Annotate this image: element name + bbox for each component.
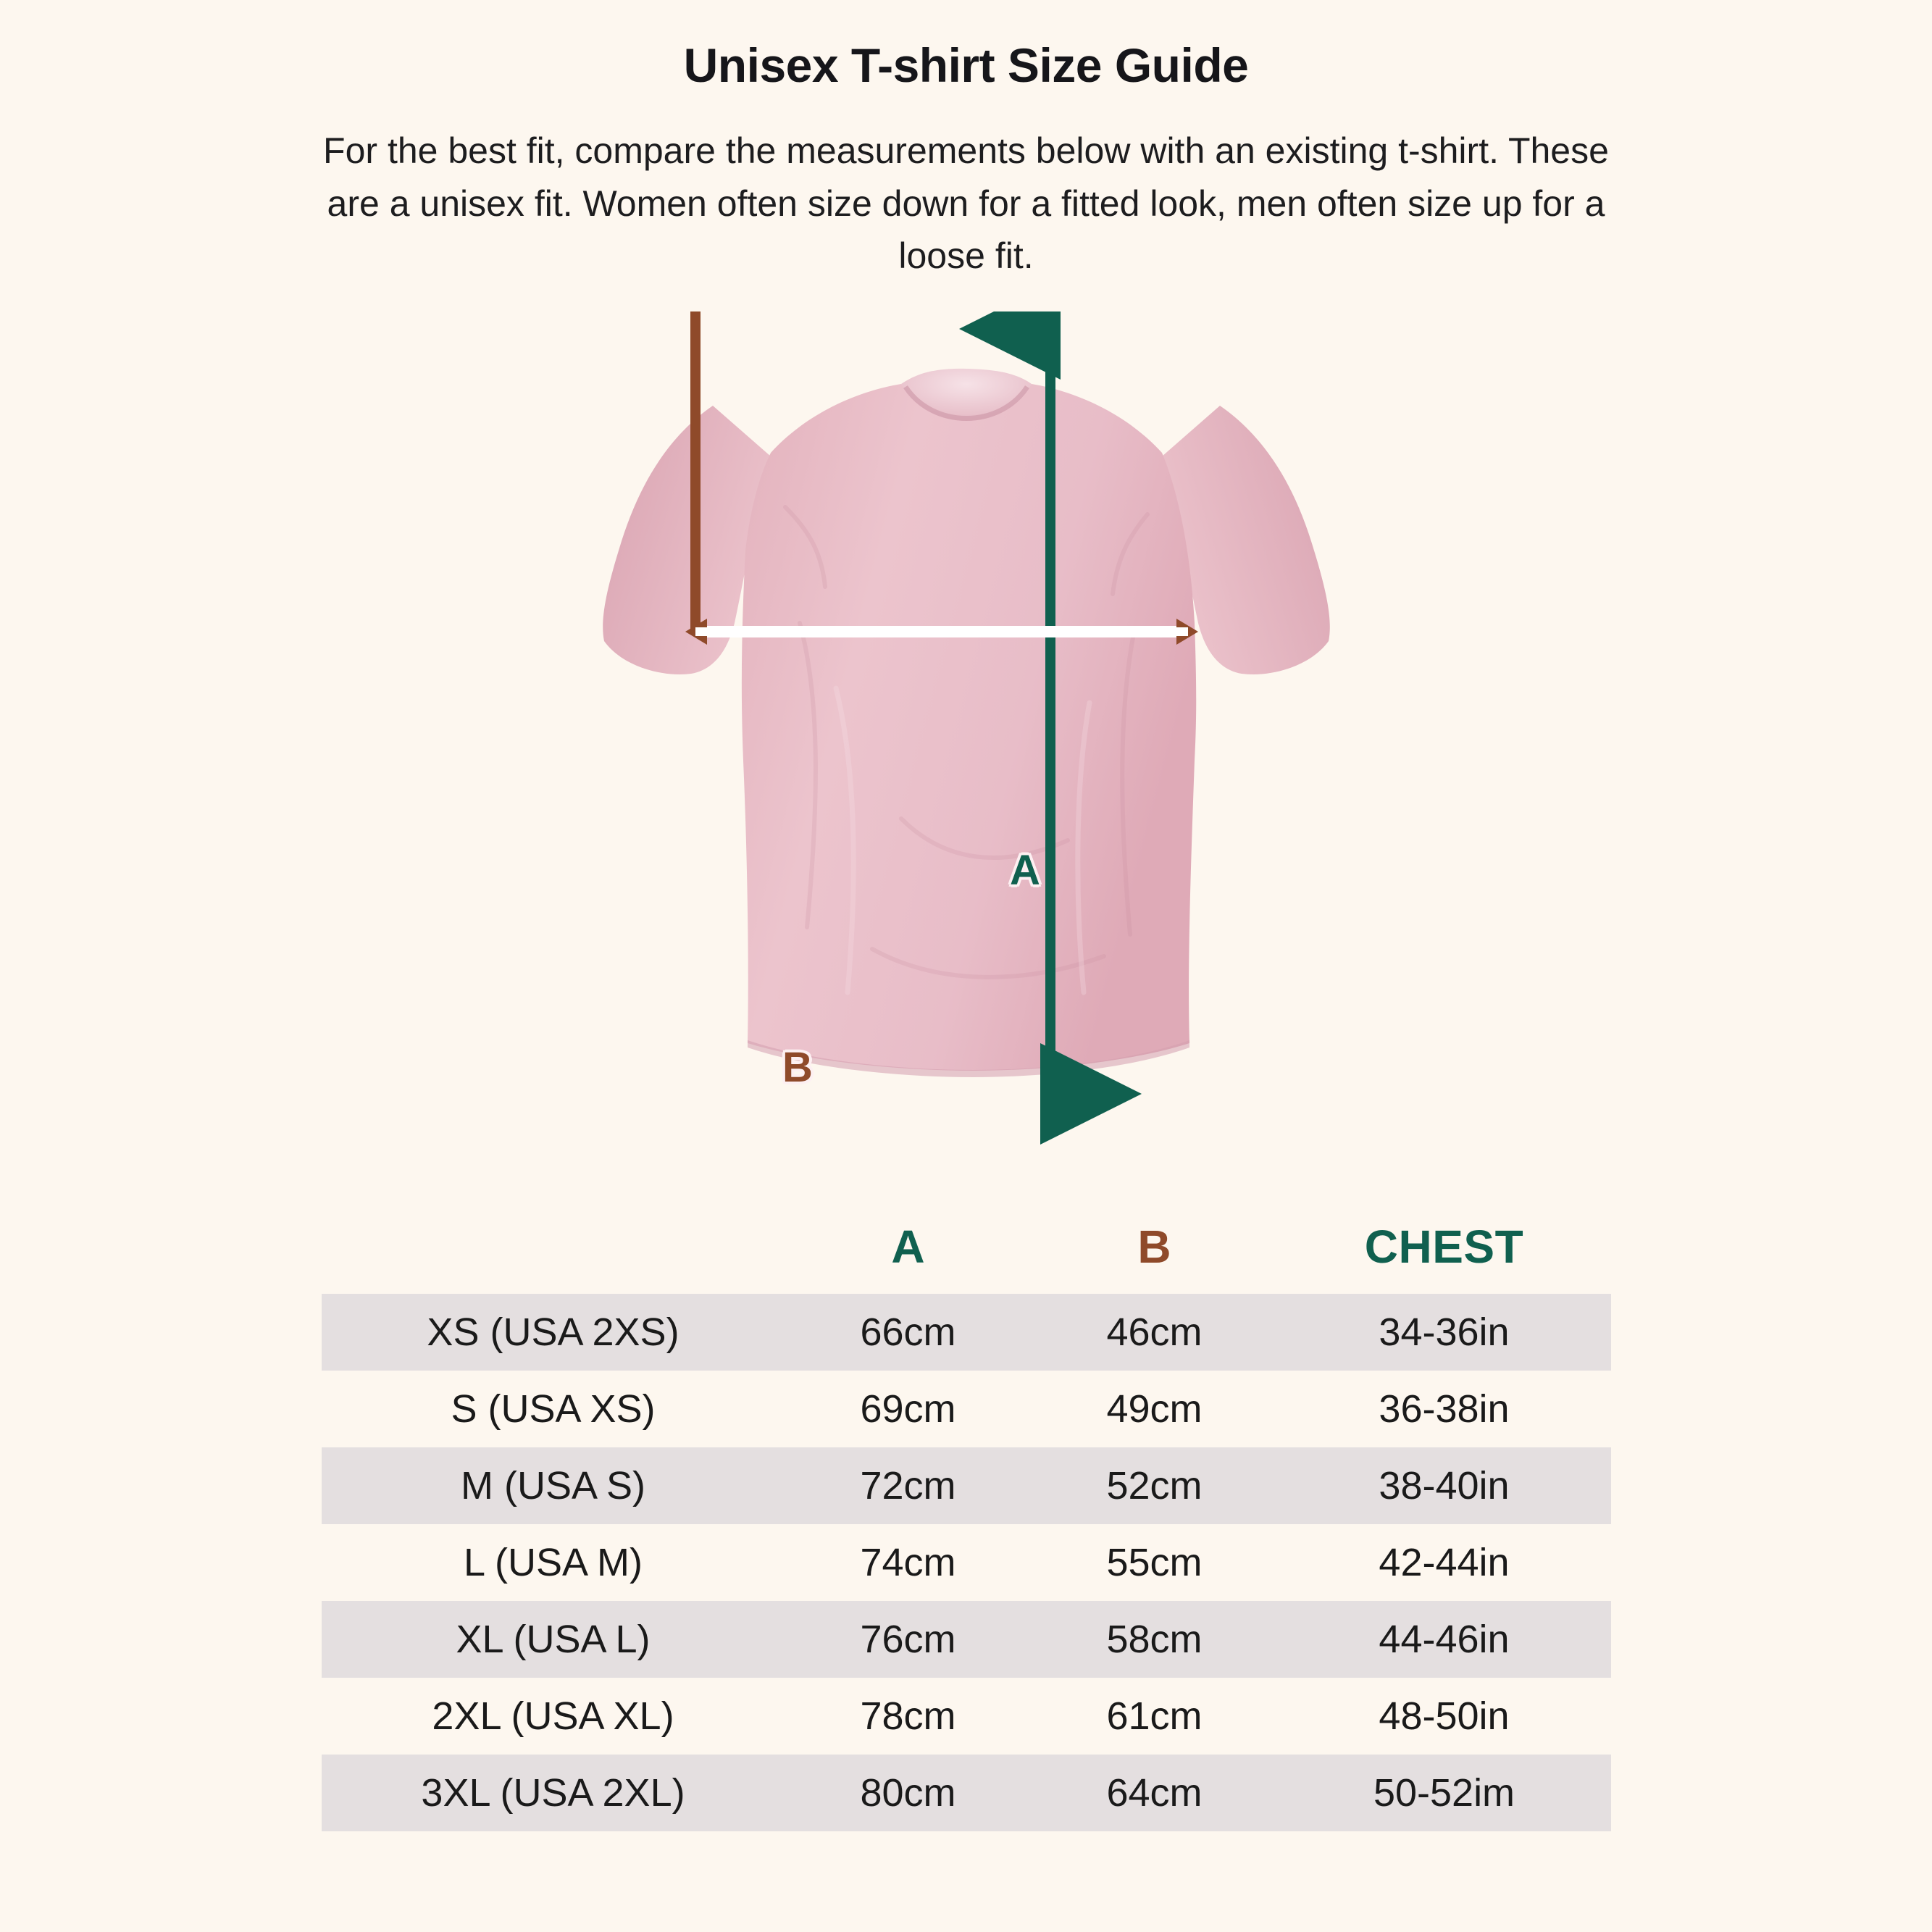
cell-a: 69cm <box>860 1387 956 1431</box>
cell-chest: 42-44in <box>1379 1540 1510 1584</box>
cell-chest: 44-46in <box>1278 1601 1611 1678</box>
cell-a: 72cm <box>785 1447 1032 1524</box>
cell-b: 46cm <box>1032 1294 1278 1371</box>
cell-b: 52cm <box>1032 1447 1278 1524</box>
cell-size: XS (USA 2XS) <box>322 1294 785 1371</box>
cell-chest: 48-50in <box>1379 1694 1510 1738</box>
table-body <box>322 1294 1611 1831</box>
shirt-illustration <box>0 311 1932 1210</box>
cell-b: 64cm <box>1032 1755 1278 1831</box>
cell-size: 2XL (USA XL) <box>432 1694 674 1738</box>
cell-size: 3XL (USA 2XL) <box>322 1755 785 1831</box>
table-row <box>322 1294 1611 1371</box>
tshirt-image <box>495 311 1437 1210</box>
header-chest: CHEST <box>1364 1220 1524 1273</box>
header <box>0 0 1932 283</box>
table-row <box>322 1524 1611 1601</box>
label-b: B <box>782 1043 814 1091</box>
cell-chest: 36-38in <box>1379 1387 1510 1431</box>
size-table <box>322 1220 1611 1831</box>
page-title: Unisex T-shirt Size Guide <box>683 38 1249 92</box>
cell-b: 61cm <box>1106 1694 1203 1738</box>
table-row <box>322 1755 1611 1831</box>
header-a: A <box>891 1220 925 1273</box>
table-row <box>322 1601 1611 1678</box>
cell-chest: 38-40in <box>1278 1447 1611 1524</box>
table-row <box>322 1371 1611 1447</box>
intro-paragraph: For the best fit, compare the measurements below with an existing t-shirt. These are a unisex fit. Women often size down for a fitted look, men often size up for a loose fit. <box>323 130 1609 276</box>
header-b: B <box>1137 1220 1171 1273</box>
cell-size: S (USA XS) <box>451 1387 656 1431</box>
cell-size: M (USA S) <box>322 1447 785 1524</box>
cell-b: 58cm <box>1032 1601 1278 1678</box>
table-row <box>322 1678 1611 1755</box>
cell-chest: 50-52im <box>1278 1755 1611 1831</box>
table-head <box>322 1220 1611 1294</box>
cell-a: 66cm <box>785 1294 1032 1371</box>
cell-size: L (USA M) <box>463 1540 643 1584</box>
header-size <box>322 1220 785 1294</box>
cell-b: 49cm <box>1106 1387 1203 1431</box>
tshirt-graphic <box>495 311 1437 1210</box>
size-table-area <box>0 1220 1932 1831</box>
table-header-row <box>322 1220 1611 1294</box>
cell-size: XL (USA L) <box>322 1601 785 1678</box>
cell-a: 74cm <box>860 1540 956 1584</box>
cell-a: 78cm <box>860 1694 956 1738</box>
cell-a: 80cm <box>785 1755 1032 1831</box>
cell-chest: 34-36in <box>1278 1294 1611 1371</box>
table-row <box>322 1447 1611 1524</box>
label-a: A <box>1010 846 1041 894</box>
cell-b: 55cm <box>1106 1540 1203 1584</box>
cell-a: 76cm <box>785 1601 1032 1678</box>
